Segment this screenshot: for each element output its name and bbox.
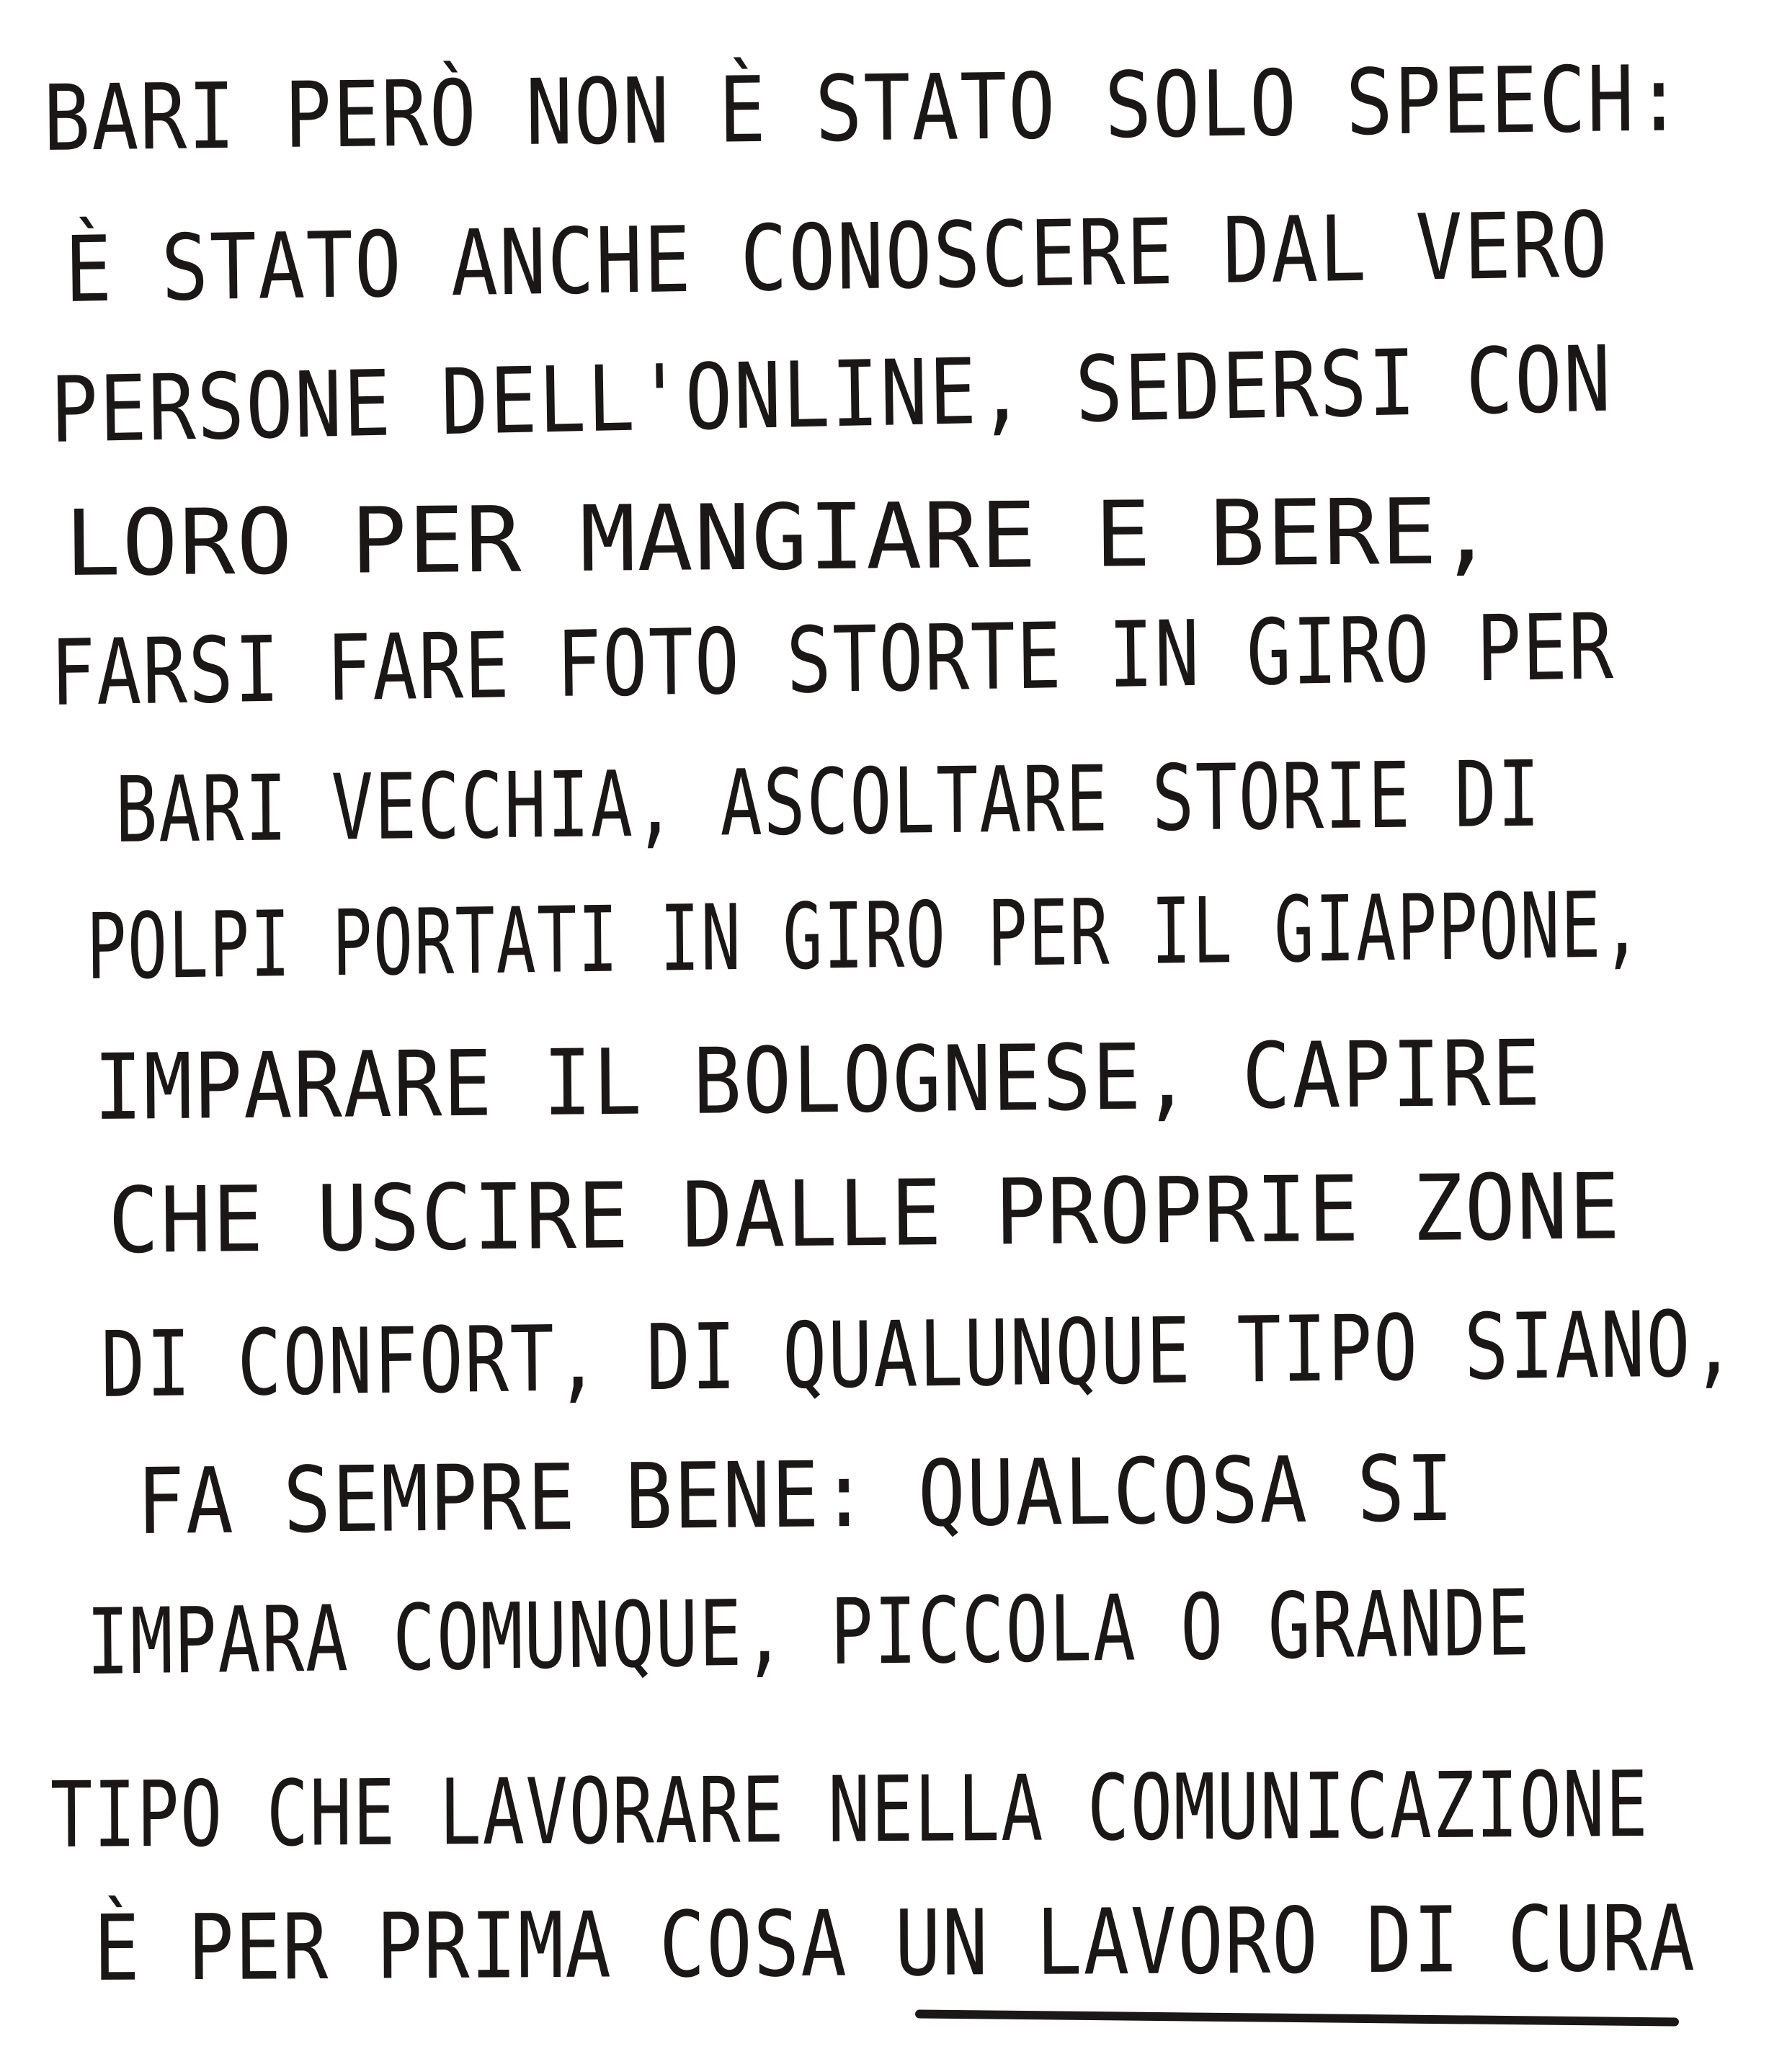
note-line: LORO PER MANGIARE E BERE, bbox=[64, 478, 1496, 597]
note-line: BARI PERÒ NON È STATO SOLO SPEECH: bbox=[43, 45, 1685, 171]
note-line: POLPI PORTATI IN GIRO PER IL GIAPPONE, bbox=[86, 872, 1644, 1000]
note-line: È STATO ANCHE CONOSCERE DAL VERO bbox=[64, 192, 1610, 323]
note-line: DI CONFORT, DI QUALUNQUE TIPO SIANO, bbox=[100, 1290, 1737, 1418]
hand-drawn-underline bbox=[915, 2009, 1679, 2026]
note-line: BARI VECCHIA, ASCOLTARE STORIE DI bbox=[115, 741, 1541, 863]
note-line: TIPO CHE LAVORARE NELLA COMUNICAZIONE bbox=[50, 1751, 1649, 1868]
note-line: È PER PRIMA COSA UN LAVORO DI CURA bbox=[93, 1885, 1696, 2001]
note-line: CHE USCIRE DALLE PROPRIE ZONE bbox=[107, 1153, 1622, 1274]
note-line: IMPARARE IL BOLOGNESE, CAPIRE bbox=[93, 1020, 1543, 1140]
note-line: IMPARA COMUNQUE, PICCOLA O GRANDE bbox=[86, 1570, 1531, 1695]
note-line: FARSI FARE FOTO STORTE IN GIRO PER bbox=[50, 594, 1616, 726]
note-line: PERSONE DELL'ONLINE, SEDERSI CON bbox=[49, 326, 1613, 463]
note-line: FA SEMPRE BENE: QUALCOSA SI bbox=[136, 1435, 1456, 1555]
